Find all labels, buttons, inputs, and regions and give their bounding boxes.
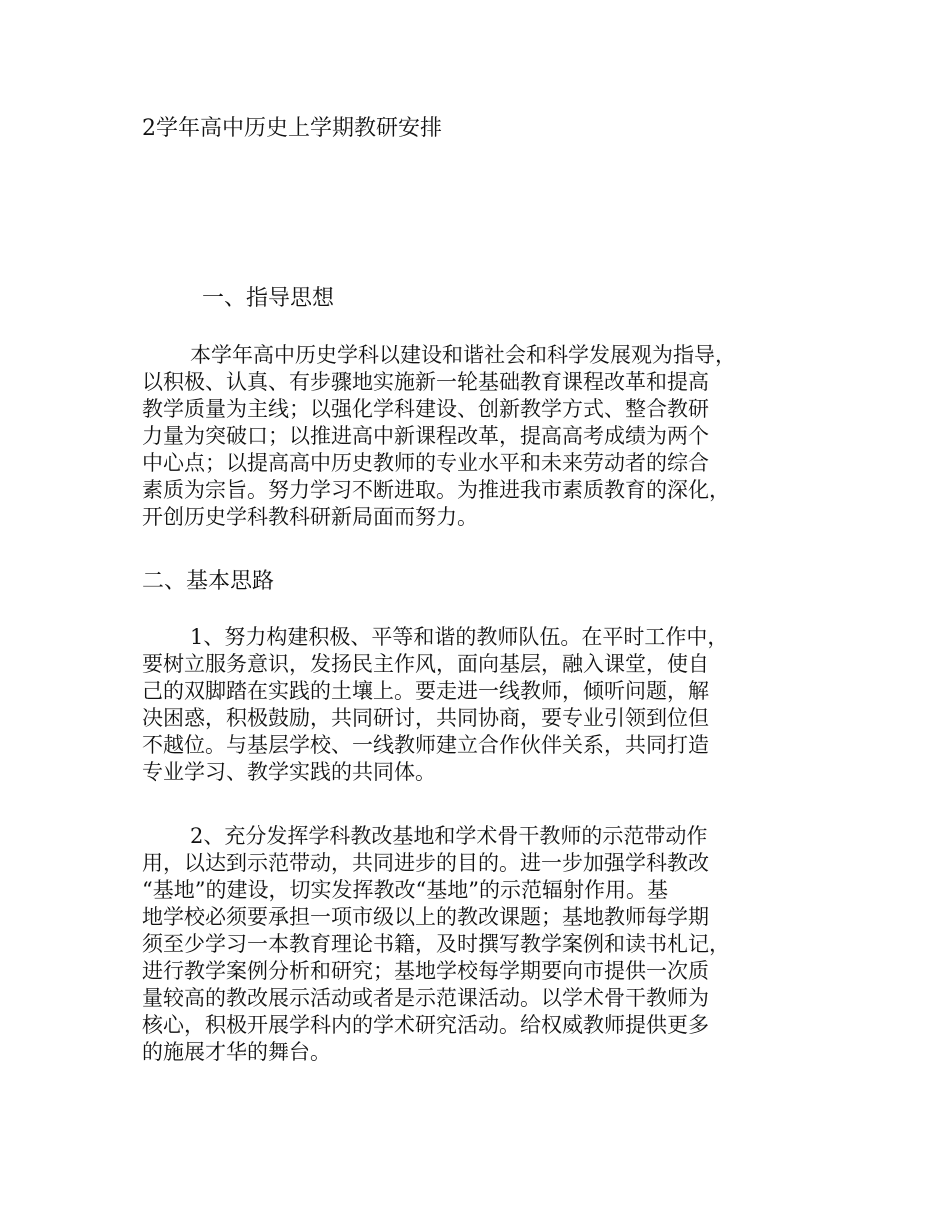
- paragraph-line: 的施展才华的舞台。: [142, 1040, 331, 1064]
- paragraph-line: 中心点；以提高高中历史教师的专业水平和未来劳动者的综合: [142, 451, 709, 475]
- paragraph-line: “基地”的建设，切实发挥教改“基地”的示范辐射作用。基: [142, 878, 668, 902]
- paragraph-line: 开创历史学科教科研新局面而努力。: [142, 505, 478, 529]
- section-heading-guiding-ideology: 一、指导思想: [202, 286, 335, 311]
- paragraph-line: 2、充分发挥学科教改基地和学术骨干教师的示范带动作: [190, 824, 708, 848]
- document-title: 2学年高中历史上学期教研安排: [142, 116, 442, 141]
- section-heading-basic-approach: 二、基本思路: [142, 569, 275, 594]
- paragraph-line: 己的双脚踏在实践的土壤上。要走进一线教师，倾听问题，解: [142, 679, 709, 703]
- guiding-ideology-paragraph: [142, 342, 832, 531]
- paragraph-line: 进行教学案例分析和研究；基地学校每学期要向市提供一次质: [142, 959, 709, 983]
- paragraph-line: 力量为突破口；以推进高中新课程改革，提高高考成绩为两个: [142, 424, 709, 448]
- approach-item-1: [142, 624, 832, 786]
- paragraph-line: 素质为宗旨。努力学习不断进取。为推进我市素质教育的深化，: [142, 478, 730, 502]
- paragraph-line: 教学质量为主线；以强化学科建设、创新教学方式、整合教研: [142, 397, 709, 421]
- paragraph-line: 1、努力构建积极、平等和谐的教师队伍。在平时工作中，: [190, 625, 729, 649]
- paragraph-line: 要树立服务意识，发扬民主作风，面向基层，融入课堂，使自: [142, 652, 709, 676]
- paragraph-line: 决困惑，积极鼓励，共同研讨，共同协商，要专业引领到位但: [142, 706, 709, 730]
- paragraph-line: 须至少学习一本教育理论书籍，及时撰写教学案例和读书札记，: [142, 932, 730, 956]
- paragraph-line: 专业学习、教学实践的共同体。: [142, 760, 436, 784]
- paragraph-line: 地学校必须要承担一项市级以上的教改课题；基地教师每学期: [142, 905, 709, 929]
- paragraph-line: 核心，积极开展学科内的学术研究活动。给权威教师提供更多: [142, 1013, 709, 1037]
- paragraph-line: 用，以达到示范带动，共同进步的目的。进一步加强学科教改: [142, 851, 709, 875]
- paragraph-line: 本学年高中历史学科以建设和谐社会和科学发展观为指导，: [190, 343, 736, 367]
- paragraph-line: 以积极、认真、有步骤地实施新一轮基础教育课程改革和提高: [142, 370, 709, 394]
- paragraph-line: 量较高的教改展示活动或者是示范课活动。以学术骨干教师为: [142, 986, 709, 1010]
- paragraph-line: 不越位。与基层学校、一线教师建立合作伙伴关系，共同打造: [142, 733, 709, 757]
- approach-item-2: [142, 823, 832, 1066]
